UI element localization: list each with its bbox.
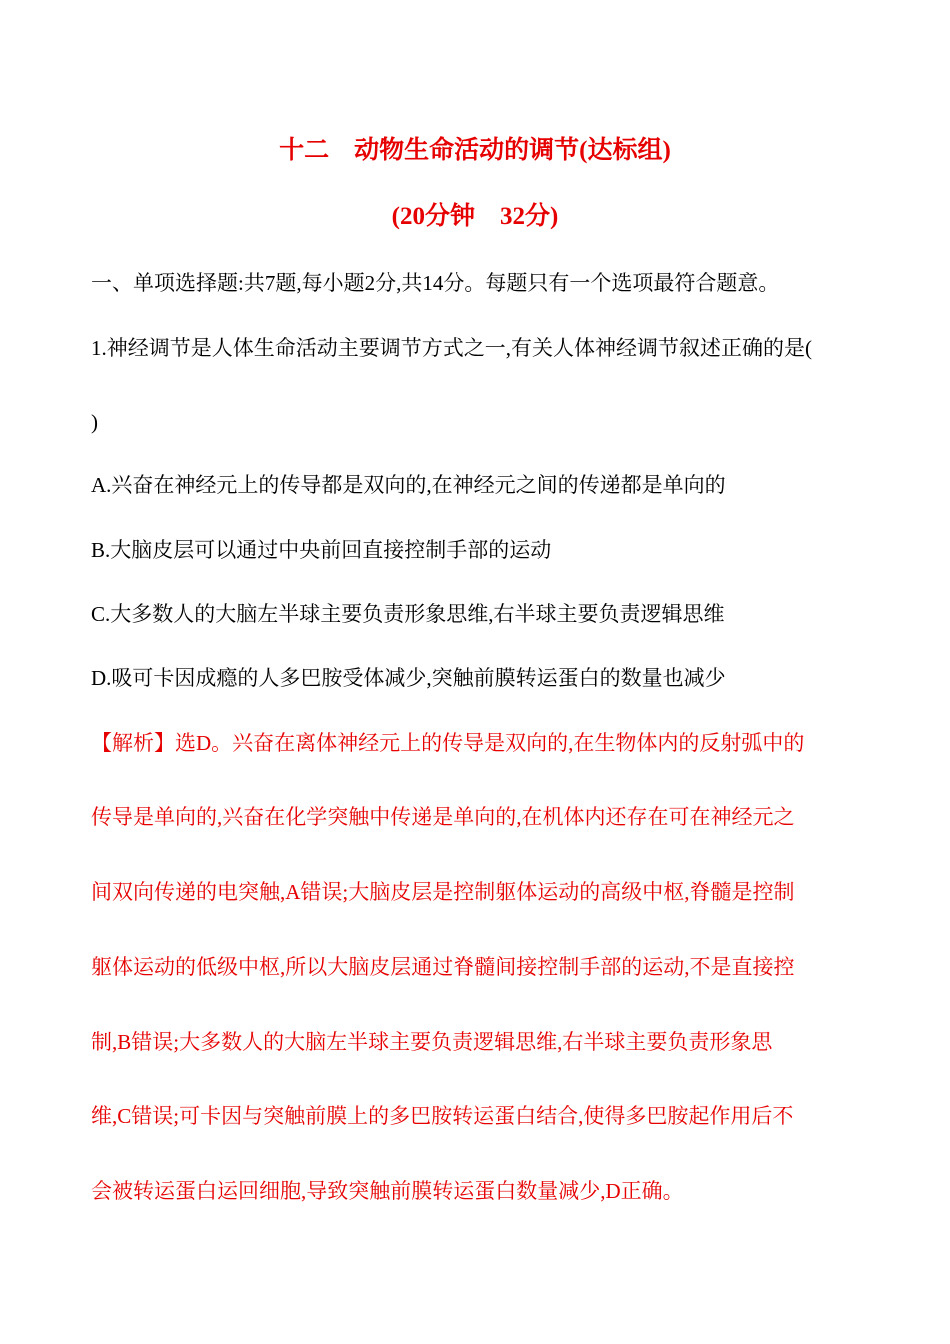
option-a: A.兴奋在神经元上的传导都是双向的,在神经元之间的传递都是单向的 (91, 473, 726, 497)
time-score-subtitle: (20分钟 32分) (391, 203, 559, 230)
analysis-line-2: 传导是单向的,兴奋在化学突触中传递是单向的,在机体内还存在可在神经元之 (91, 805, 795, 829)
question-stem-line-1: 1.神经调节是人体生命活动主要调节方式之一,有关人体神经调节叙述正确的是( (91, 336, 812, 360)
option-b: B.大脑皮层可以通过中央前回直接控制手部的运动 (91, 538, 552, 562)
analysis-line-6: 维,C错误;可卡因与突触前膜上的多巴胺转运蛋白结合,使得多巴胺起作用后不 (91, 1104, 794, 1128)
option-d: D.吸可卡因成瘾的人多巴胺受体减少,突触前膜转运蛋白的数量也减少 (91, 666, 726, 690)
analysis-line-3: 间双向传递的电突触,A错误;大脑皮层是控制躯体运动的高级中枢,脊髓是控制 (91, 880, 795, 904)
option-c: C.大多数人的大脑左半球主要负责形象思维,右半球主要负责逻辑思维 (91, 602, 725, 626)
section-header: 一、单项选择题:共7题,每小题2分,共14分。每题只有一个选项最符合题意。 (91, 271, 780, 295)
analysis-line-1: 【解析】选D。兴奋在离体神经元上的传导是双向的,在生物体内的反射弧中的 (91, 731, 805, 755)
analysis-line-4: 躯体运动的低级中枢,所以大脑皮层通过脊髓间接控制手部的运动,不是直接控 (91, 955, 795, 979)
page-title: 十二 动物生命活动的调节(达标组) (279, 137, 671, 164)
analysis-line-7: 会被转运蛋白运回细胞,导致突触前膜转运蛋白数量减少,D正确。 (91, 1179, 684, 1203)
analysis-line-5: 制,B错误;大多数人的大脑左半球主要负责逻辑思维,右半球主要负责形象思 (91, 1030, 773, 1054)
question-stem-line-2: ) (91, 410, 98, 434)
